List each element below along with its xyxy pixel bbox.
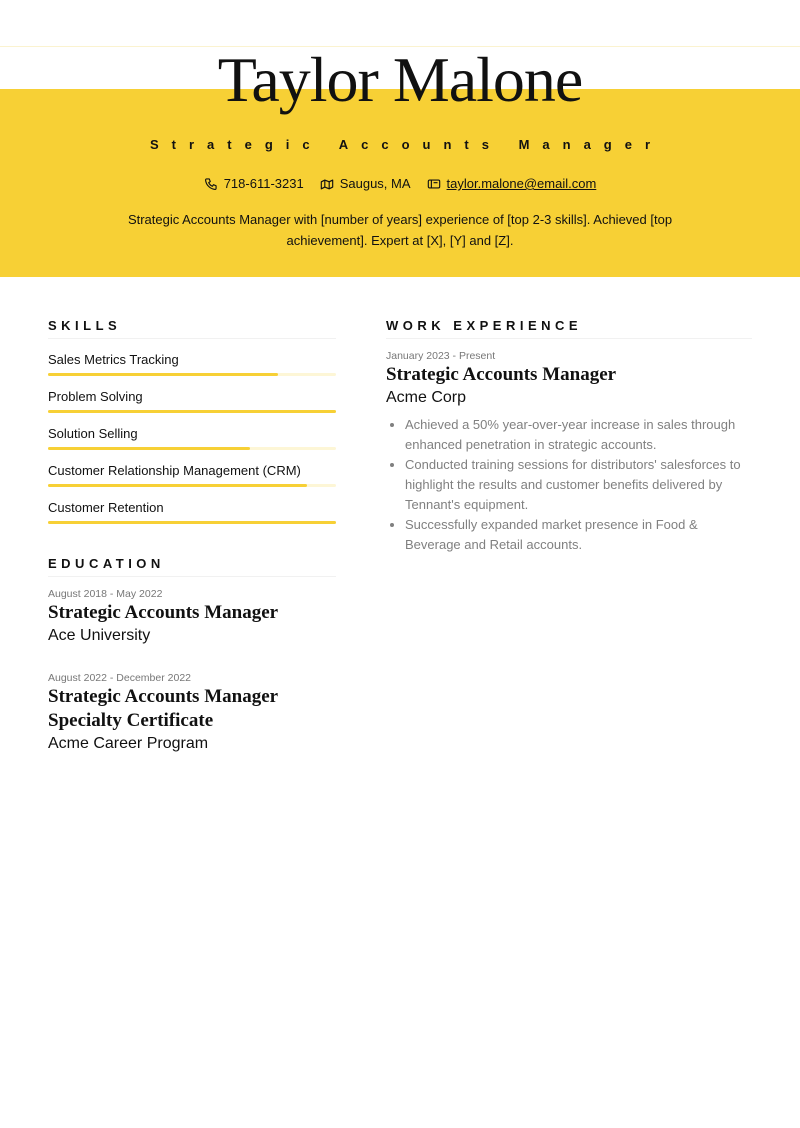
skill-item xyxy=(48,463,336,487)
job-title: Strategic Accounts Manager xyxy=(149,137,664,152)
experience-entry xyxy=(386,349,752,555)
skills-section xyxy=(48,318,336,524)
skill-item xyxy=(48,389,336,413)
mail-icon xyxy=(427,177,441,191)
skill-item xyxy=(48,500,336,524)
education-title: Strategic Accounts Manager xyxy=(48,602,279,623)
phone-text: 718-611-3231 xyxy=(223,176,304,191)
skill-level-bar xyxy=(48,410,336,413)
skill-level-bar xyxy=(48,484,336,487)
experience-heading: WORK EXPERIENCE xyxy=(386,318,752,339)
contact-email[interactable] xyxy=(427,175,597,193)
skill-level-fill xyxy=(48,410,336,413)
skill-level-fill xyxy=(48,373,278,376)
skill-item xyxy=(48,426,336,450)
experience-bullet: • Achieved a 50% year-over-year increase in sales through enhanced penetration in strategic accounts. xyxy=(405,415,752,455)
experience-section xyxy=(386,318,752,555)
education-entry xyxy=(48,587,336,647)
skill-level-fill xyxy=(48,484,307,487)
summary-text: Strategic Accounts Manager with [number of years] experience of [top 2-3 skills]. Achieved [top achievement]. Expert at [X], [Y] and [Z]. xyxy=(127,212,673,248)
education-section xyxy=(48,556,336,755)
map-icon xyxy=(320,177,334,191)
contact-bar xyxy=(0,175,800,193)
education-institution: Acme Career Program xyxy=(48,735,209,752)
skill-name: Problem Solving xyxy=(48,389,143,404)
candidate-name: Taylor Malone xyxy=(217,44,583,115)
skills-heading: SKILLS xyxy=(48,318,336,339)
skill-name: Solution Selling xyxy=(48,426,138,441)
phone-icon xyxy=(204,177,218,191)
skill-name: Customer Retention xyxy=(48,500,164,515)
experience-bullet: • Successfully expanded market presence in Food & Beverage and Retail accounts. xyxy=(405,515,752,555)
skill-level-fill xyxy=(48,447,250,450)
experience-bullet: • Conducted training sessions for distributors' salesforces to highlight the results and customer benefits delivered by Tennant's equipment. xyxy=(405,455,752,515)
skill-level-bar xyxy=(48,373,336,376)
education-heading: EDUCATION xyxy=(48,556,336,577)
experience-list xyxy=(386,349,752,555)
education-list xyxy=(48,587,336,755)
skill-name: Customer Relationship Management (CRM) xyxy=(48,463,301,478)
skill-level-bar xyxy=(48,521,336,524)
education-date: August 2018 - May 2022 xyxy=(48,588,163,600)
experience-title: Strategic Accounts Manager xyxy=(386,364,617,385)
skills-list xyxy=(48,352,336,524)
skill-level-fill xyxy=(48,521,336,524)
location-text: Saugus, MA xyxy=(339,176,411,191)
right-column xyxy=(386,318,752,555)
skill-item xyxy=(48,352,336,376)
education-institution: Ace University xyxy=(48,627,151,644)
education-entry xyxy=(48,671,336,755)
email-link[interactable]: taylor.malone@email.com xyxy=(446,176,597,191)
experience-company: Acme Corp xyxy=(386,389,467,406)
contact-location xyxy=(320,175,411,193)
contact-phone xyxy=(204,175,304,193)
skill-name: Sales Metrics Tracking xyxy=(48,352,179,367)
left-column xyxy=(48,318,336,755)
skill-level-bar xyxy=(48,447,336,450)
experience-date: January 2023 - Present xyxy=(386,350,496,362)
education-title: Strategic Accounts Manager Specialty Certificate xyxy=(48,686,278,731)
education-date: August 2022 - December 2022 xyxy=(48,672,192,684)
experience-bullets xyxy=(386,415,752,555)
